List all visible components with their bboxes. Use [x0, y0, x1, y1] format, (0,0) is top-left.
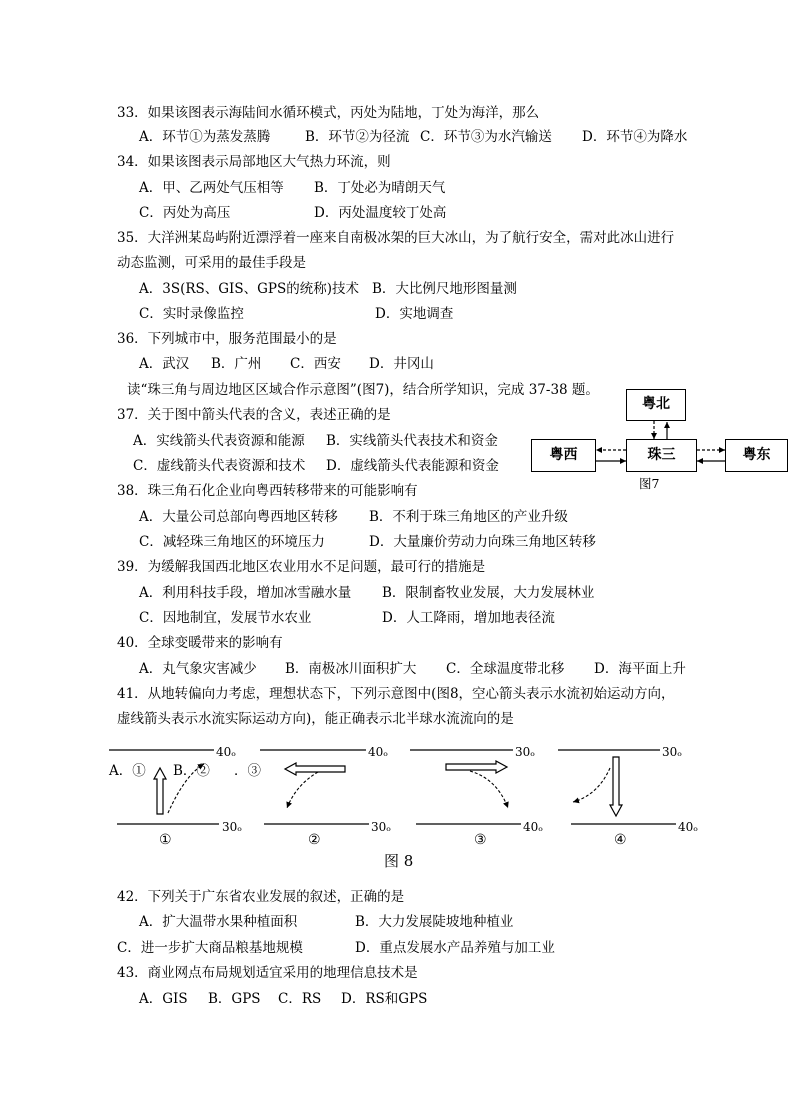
fig8-panel-3-number: ③ [474, 832, 487, 848]
fig8-p1-bottom-label: 30ₒ [222, 820, 242, 834]
q40-option-a: A．丸气象灾害减少 [139, 661, 257, 677]
q34-option-b: B．丁处必为晴朗天气 [314, 180, 446, 196]
q37-option-d: D．虚线箭头代表能源和资金 [326, 458, 499, 474]
fig8-p2-top-label: 40ₒ [368, 745, 388, 759]
q42-option-a: A．扩大温带水果种植面积 [139, 914, 298, 930]
q42-option-b: B．大力发展陡坡地种植业 [355, 914, 514, 930]
q35-option-d: D．实地调查 [375, 306, 454, 322]
q35-option-a: A．3S(RS、GIS、GPS的统称)技术 [139, 281, 360, 297]
q39-option-c: C．因地制宜，发展节水农业 [139, 610, 312, 626]
fig8-p3-top-label: 30ₒ [515, 745, 535, 759]
q35-option-b: B．大比例尺地形图量测 [372, 281, 517, 297]
q35-option-c: C．实时录像监控 [139, 306, 244, 322]
q37-option-a: A．实线箭头代表资源和能源 [133, 433, 305, 449]
q43-option-c: C．RS [278, 991, 322, 1007]
q43-option-a: A．GIS [139, 991, 188, 1007]
q39-stem: 39．为缓解我国西北地区农业用水不足问题，最可行的措施是 [117, 559, 486, 575]
fig8-p4-top-label: 30ₒ [662, 745, 682, 759]
fig8-caption: 图 8 [384, 852, 414, 870]
q41-stem-line2: 虚线箭头表示水流实际运动方向)，能正确表示北半球水流流向的是 [117, 711, 514, 727]
q40-option-b: B．南极冰川面积扩大 [285, 661, 417, 677]
intro-37-38: 读“珠三角与周边地区区域合作示意图”(图7)，结合所学知识，完成 37-38 题。 [127, 382, 599, 398]
q33-stem: 33．如果该图表示海陆间水循环模式，丙处为陆地，丁处为海洋，那么 [117, 105, 540, 121]
q42-option-d: D．重点发展水产品养殖与加工业 [355, 940, 555, 956]
q34-stem: 34．如果该图表示局部地区大气热力环流，则 [117, 154, 391, 170]
fig7-caption: 图7 [639, 476, 660, 491]
q39-option-a: A．利用科技手段，增加冰雪融水量 [139, 585, 352, 601]
q42-option-c: C．进一步扩大商品粮基地规模 [117, 940, 303, 956]
fig8-p2-bottom-label: 30ₒ [371, 820, 391, 834]
q33-option-a: A．环节①为蒸发蒸腾 [139, 129, 271, 145]
q33-option-d: D．环节④为降水 [582, 129, 688, 145]
fig8-overlay-b: B．② [173, 763, 210, 779]
q33-option-b: B．环节②为径流 [305, 129, 410, 145]
fig8-panel-1-number: ① [159, 832, 172, 848]
q39-option-b: B．限制畜牧业发展，大力发展林业 [382, 585, 595, 601]
q40-option-d: D．海平面上升 [594, 661, 686, 677]
fig7-box-center: 珠三 [626, 439, 697, 472]
fig8-p1-top-label: 40ₒ [216, 745, 236, 759]
fig8-panel-2-number: ② [308, 832, 321, 848]
q34-option-a: A．甲、乙两处气压相等 [139, 180, 284, 196]
q36-stem: 36．下列城市中，服务范围最小的是 [117, 331, 337, 347]
fig7-box-east: 粤东 [725, 439, 788, 472]
q36-option-a: A．武汉 [139, 356, 190, 372]
fig8-panel-4-number: ④ [614, 832, 627, 848]
q43-option-d: D．RS和GPS [341, 991, 428, 1007]
q40-stem: 40．全球变暖带来的影响有 [117, 635, 283, 651]
q38-option-b: B．不利于珠三角地区的产业升级 [369, 509, 568, 525]
q35-stem-line2: 动态监测，可采用的最佳手段是 [117, 255, 306, 271]
q37-option-b: B．实线箭头代表技术和资金 [326, 433, 498, 449]
q41-stem-line1: 41．从地转偏向力考虑，理想状态下，下列示意图中(图8，空心箭头表示水流初始运动方向， [117, 686, 675, 702]
q34-option-d: D．丙处温度较丁处高 [314, 205, 447, 221]
fig8-overlay-a: A．① [109, 763, 146, 779]
fig8-p4-bottom-label: 40ₒ [678, 820, 698, 834]
q38-stem: 38．珠三角石化企业向粤西转移带来的可能影响有 [117, 483, 418, 499]
q38-option-c: C．减轻珠三角地区的环境压力 [139, 534, 325, 550]
q40-option-c: C．全球温度带北移 [446, 661, 565, 677]
q38-option-d: D．大量廉价劳动力向珠三角地区转移 [369, 534, 596, 550]
q39-option-d: D．人工降雨，增加地表径流 [382, 610, 555, 626]
fig8-overlay-c: ．③ [234, 763, 261, 779]
q35-stem-line1: 35．大洋洲某岛屿附近漂浮着一座来自南极冰架的巨大冰山，为了航行安全，需对此冰山进行 [117, 230, 675, 246]
q36-option-b: B．广州 [211, 356, 262, 372]
q36-option-d: D．井冈山 [369, 356, 434, 372]
fig8-p3-bottom-label: 40ₒ [523, 820, 543, 834]
q43-option-b: B．GPS [208, 991, 261, 1007]
q34-option-c: C．丙处为高压 [139, 205, 231, 221]
q42-stem: 42．下列关于广东省农业发展的叙述，正确的是 [117, 889, 405, 905]
q37-stem: 37．关于图中箭头代表的含义，表述正确的是 [117, 407, 391, 423]
fig7-box-west: 粤西 [531, 439, 596, 472]
q43-stem: 43．商业网点布局规划适宜采用的地理信息技术是 [117, 965, 418, 981]
q38-option-a: A．大量公司总部向粤西地区转移 [139, 509, 338, 525]
fig7-box-north: 粤北 [626, 389, 686, 421]
q36-option-c: C．西安 [290, 356, 341, 372]
q37-option-c: C．虚线箭头代表资源和技术 [133, 458, 306, 474]
q33-option-c: C．环节③为水汽输送 [420, 129, 552, 145]
